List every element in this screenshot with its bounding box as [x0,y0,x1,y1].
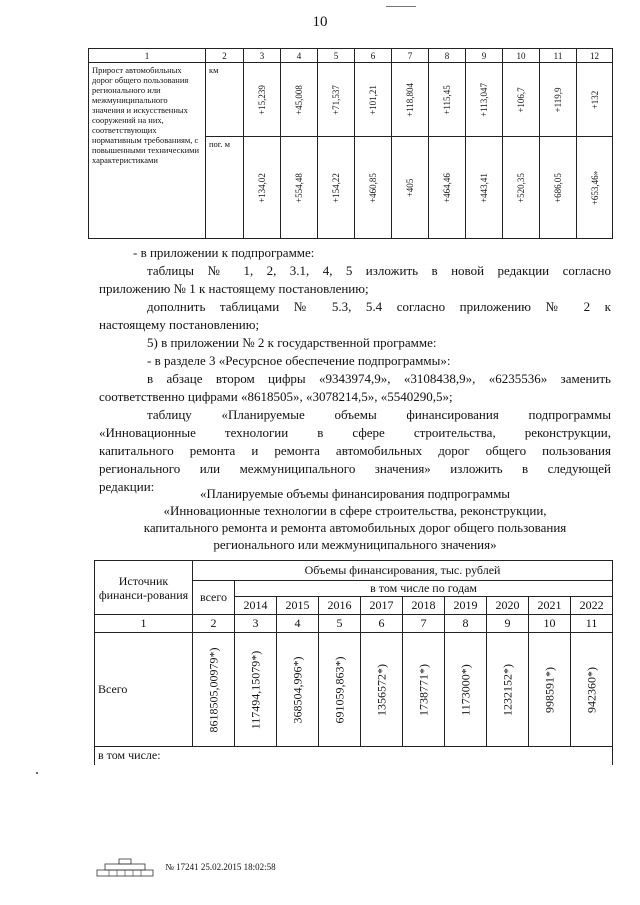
col-num: 6 [361,615,403,633]
value-text: +118,804 [405,82,415,117]
value-text: 8618505,00979*) [206,647,220,732]
by-years-header: в том числе по годам [235,581,613,597]
col-num: 4 [277,615,319,633]
col-num: 1 [95,615,193,633]
year-header: 2019 [445,597,487,615]
col-num: 9 [487,615,529,633]
value-text: 1738771*) [416,663,430,716]
value-cell [503,137,540,239]
year-header: 2016 [319,597,361,615]
paragraph-line: «Инновационные технологии в сфере строительства, реконструкции, [99,425,611,440]
paragraph-line: таблицу «Планируемые объемы финансирования подпрограммы [147,407,611,422]
col-num: 5 [318,49,355,63]
value-text: +132 [589,90,600,109]
value-text: 368504,996*) [290,656,304,723]
unit-cell: км [206,63,244,137]
value-text: +686,05 [553,172,563,203]
including-label: в том числе: [95,747,613,765]
col-num: 2 [193,615,235,633]
value-cell [193,633,235,747]
value-cell [429,63,466,137]
paragraph-line: - в разделе 3 «Ресурсное обеспечение подпрограммы»: [147,353,451,368]
volumes-header: Объемы финансирования, тыс. рублей [193,561,613,581]
value-text: +554,48 [294,172,304,203]
col-num: 1 [89,49,206,63]
col-num: 8 [429,49,466,63]
value-cell [403,633,445,747]
paragraph-line: приложению № 1 к настоящему постановлению; [99,281,369,296]
registration-mark: № 17241 25.02.2015 18:02:58 [165,862,276,873]
value-text: +113,047 [479,82,489,117]
table-title [99,485,611,553]
value-cell [281,63,318,137]
col-num: 12 [577,49,613,63]
value-cell [355,63,392,137]
value-text: +101,21 [368,84,378,115]
top-mark [386,6,416,7]
financing-table [94,560,613,765]
paragraph-line: в абзаце втором цифры «9343974,9», «3108438,9», «6235536» заменить [147,371,611,386]
value-text: +115,45 [442,84,452,115]
col-num: 3 [244,49,281,63]
col-num: 3 [235,615,277,633]
value-cell [529,633,571,747]
col-num: 7 [392,49,429,63]
footer [95,858,276,878]
indicator-name: Прирост автомобильных дорог общего пользования регионального или межмуниципального значения и искусственных сооружений на них, соответствующих нормативным требованиям, с повышенными техническими характеристиками [89,63,206,239]
paragraph-line: соответственно цифрами «8618505», «3078214,5», «5540290,5»; [99,389,453,404]
paragraph-line: настоящему постановлению; [99,317,260,332]
title-line: регионального или межмуниципального значения» [213,537,497,552]
col-num: 11 [571,615,613,633]
value-cell [319,633,361,747]
value-text: +45,008 [294,84,304,115]
paragraph-line: таблицы № 1, 2, 3.1, 4, 5 изложить в новой редакции согласно [147,263,611,278]
value-cell [429,137,466,239]
paragraph-line: капитального ремонта и ремонта автомобильных дорог общего пользования [99,443,611,458]
col-num: 5 [319,615,361,633]
paragraph-line: дополнить таблицами № 5.3, 5.4 согласно приложению № 2 к [147,299,611,314]
year-header: 2017 [361,597,403,615]
col-numbers-row [95,615,613,633]
title-line: «Планируемые объемы финансирования подпрограммы [199,486,511,501]
value-text: +405 [405,178,415,197]
value-cell [318,137,355,239]
value-cell [355,137,392,239]
year-header: 2014 [235,597,277,615]
table-row [89,63,613,137]
government-building-icon [95,858,155,878]
title-line: «Инновационные технологии в сфере строительства, реконструкции, [163,503,547,518]
table2-header-row [95,561,613,581]
value-text: 942360*) [584,666,599,713]
col-num: 10 [529,615,571,633]
value-text: 1173000*) [458,663,472,716]
scan-dot [36,772,38,774]
year-header: 2015 [277,597,319,615]
value-cell [235,633,277,747]
total-header: всего [193,581,235,615]
value-cell [277,633,319,747]
year-header: 2018 [403,597,445,615]
col-num: 2 [206,49,244,63]
col-num: 8 [445,615,487,633]
value-cell [392,137,429,239]
table-row [95,747,613,765]
year-header: 2021 [529,597,571,615]
value-cell [571,633,613,747]
value-cell [445,633,487,747]
year-header: 2022 [571,597,613,615]
value-cell [281,137,318,239]
source-header: Источник финанси-рования [95,561,193,615]
value-cell [540,137,577,239]
value-text: +119,9 [553,87,563,112]
row-label: Всего [95,633,193,747]
value-text: +15,239 [257,84,267,115]
value-text: +154,22 [331,172,341,203]
value-cell [503,63,540,137]
value-cell [577,63,613,137]
unit-cell: пог. м [206,137,244,239]
col-num: 6 [355,49,392,63]
col-num: 9 [466,49,503,63]
value-cell [244,137,281,239]
paragraph-line: - в приложении к подпрограмме: [133,245,315,260]
value-text: +464,46 [442,172,452,203]
value-cell [577,137,613,239]
value-cell [318,63,355,137]
paragraph-line: редакции: [99,479,155,494]
col-num: 10 [503,49,540,63]
title-line: капитального ремонта и ремонта автомобильных дорог общего пользования [143,520,567,535]
year-header: 2020 [487,597,529,615]
value-cell [540,63,577,137]
value-cell [361,633,403,747]
paragraph-line: регионального или межмуниципального значения» изложить в следующей [99,461,611,476]
page-number: 10 [312,14,328,30]
value-text: 1356572*) [374,663,388,716]
value-text: +443,41 [479,172,489,203]
value-cell [392,63,429,137]
indicators-table [88,48,613,239]
value-cell [487,633,529,747]
value-text: 998591*) [542,666,556,713]
value-cell [466,137,503,239]
body-text [99,244,611,494]
col-num: 11 [540,49,577,63]
value-text: 117494,15079*) [248,650,262,729]
value-text: +134,02 [257,172,267,203]
value-text: +653,46» [589,170,600,205]
value-text: +520,35 [516,172,526,203]
value-text: 691059,863*) [332,656,346,723]
table1-header-row [89,49,613,63]
value-text: +106,7 [516,86,526,113]
col-num: 4 [281,49,318,63]
value-text: +71,537 [331,84,341,115]
value-text: 1232152*) [500,663,514,716]
value-cell [466,63,503,137]
value-cell [244,63,281,137]
table-row [95,633,613,747]
col-num: 7 [403,615,445,633]
paragraph-line: 5) в приложении № 2 к государственной программе: [147,335,437,350]
value-text: +460,85 [368,172,378,203]
